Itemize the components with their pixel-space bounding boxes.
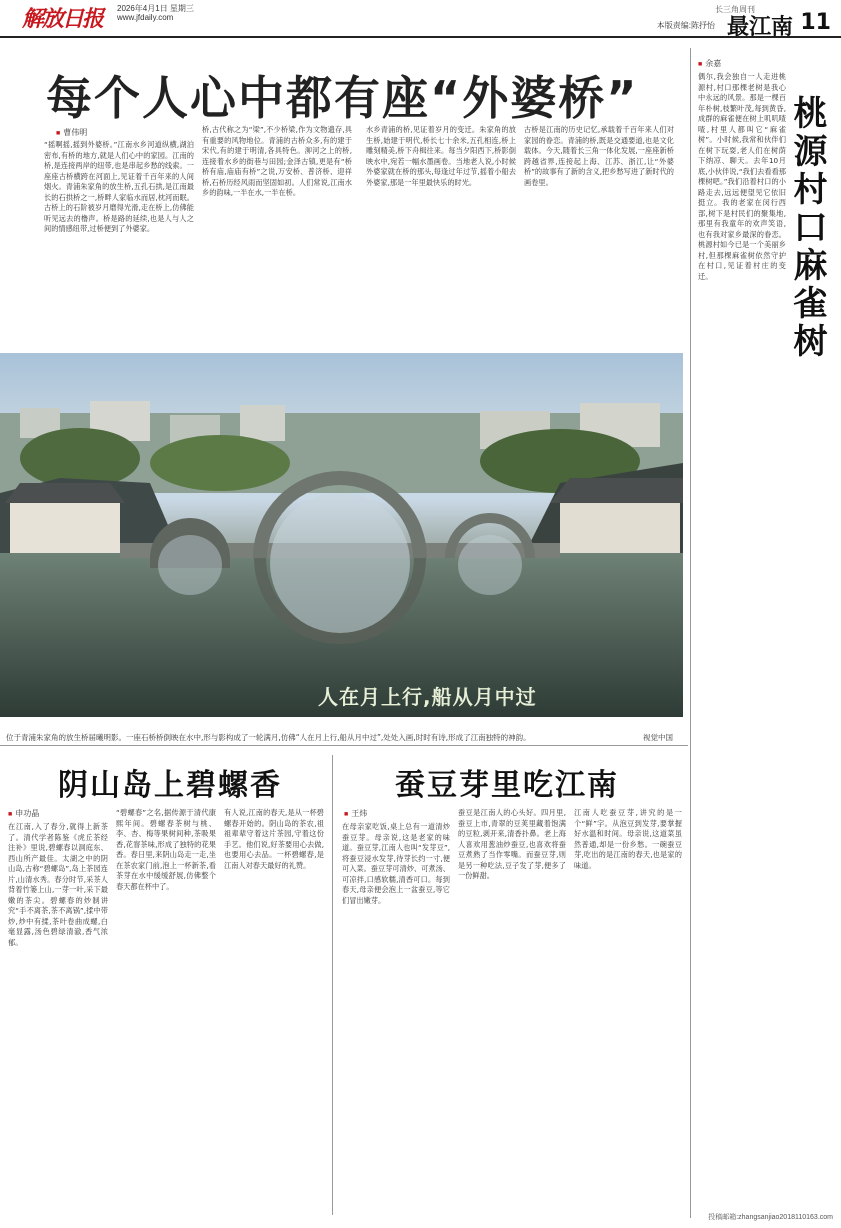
column-divider (690, 48, 691, 1218)
column-tag: 长三角周刊 (715, 5, 755, 14)
main-headline: 每个人心中都有座“外婆桥” (46, 71, 639, 125)
mid-byline: ■ 王炜 (344, 808, 367, 819)
submission-email[interactable]: 投稿邮箱:zhangsanjiao2018110163.com (708, 1214, 833, 1221)
right-byline: ■ 余嘉 (698, 58, 721, 69)
masthead (0, 0, 841, 38)
main-article-col-3: 水乡青浦的桥,见证着岁月的变迁。朱家角的放生桥,始建于明代,桥长七十余米,五孔相连,桥上雕刻精美,桥下舟楫往来。每当夕阳西下,桥影倒映水中,宛若一幅水墨画卷。当地老人说,小时候外婆家就在桥的那头,每逢过年过节,摇着小船去外婆家,那是一年里最快乐的时光。 (366, 125, 516, 187)
left-article-title: 阴山岛上碧螺香 (58, 768, 282, 803)
newspaper-logo: 解放日报 (22, 6, 103, 32)
section-name: 最江南 (726, 15, 793, 40)
section-divider (0, 745, 688, 746)
mid-article-title: 蚕豆芽里吃江南 (395, 768, 619, 803)
issue-date: 2026年4月1日 星期三 (117, 4, 194, 13)
main-byline: ■ 曹伟明 (56, 127, 87, 138)
right-article-title: 桃源村口麻雀树 (787, 95, 827, 361)
left-article-col-2: “碧螺春”之名,据传源于清代康熙年间。碧螺春茶树与桃、李、杏、梅等果树间种,茶吸果香,花窨茶味,形成了独特的花果香。春日里,来阴山岛走一走,坐在茶农家门前,泡上一杯新茶,看茶芽在水中缓缓舒展,仿佛整个春天都在杯中了。 (116, 808, 216, 891)
mid-article-col-3: 江南人吃蚕豆芽,讲究的是一个“鲜”字。从泡豆到发芽,要掌握好水温和时间。母亲说,这道菜虽然普通,却是一份乡愁。一碗蚕豆芽,吃出的是江南的春天,也是家的味道。 (574, 808, 682, 870)
photo-overlay-title: 人在月上行,船从月中过 (318, 685, 537, 709)
page-editor: 本版责编:陈抒怡 (656, 21, 715, 30)
photo-caption: 位于青浦朱家角的放生桥届曦明影。一座石桥桥倒映在水中,形与影构成了一轮满月,仿佛“人在月上行,船从月中过”,处处入画,时时有诗,形成了江南独特的神韵。 (6, 733, 531, 742)
page-number: 11 (800, 10, 831, 35)
left-article-col-1: 在江南,入了春分,就得上新茶了。清代学者陈鉴《虎丘茶经注补》里说,碧螺春以洞庭东、西山所产最佳。太湖之中的阴山岛,古称“碧螺岛”,岛上茶园连片,山清水秀。春分时节,采茶人背着竹篓上山,一芽一叶,采下最嫩的茶尖。碧螺春的炒制讲究“手不离茶,茶不离锅”,揉中带炒,炒中有揉,茶叶卷曲成螺,白毫显露,汤色碧绿清澈,香气浓郁。 (8, 822, 108, 947)
left-byline: ■ 申功晶 (8, 808, 39, 819)
right-article-text: 偶尔,我会独自一人走进桃源村,村口那棵老树是我心中永远的风景。那是一棵百年朴树,枝繁叶茂,每到黄昏,成群的麻雀便在树上叽叽喳喳,村里人都叫它“麻雀树”。小时候,我常和伙伴们在树下玩耍,老人们在树荫下纳凉、聊天。去年10月底,小伙伴说,“我们去看看那棵树吧。”我们沿着村口的小路走去,远远便望见它依旧挺立。我的老家在闵行西部,树下是村民们的聚集地,那里有我童年的欢声笑语,也有我对家乡最深的眷恋。桃源村如今已是一个美丽乡村,但那棵麻雀树依然守护在村口,见证着村庄的变迁。 (698, 72, 786, 281)
main-article-col-1: “摇啊摇,摇到外婆桥。”江南水乡河道纵横,湖泊密布,有桥的地方,就是人们心中的家园。江南的桥,是连接两岸的纽带,也是串起乡愁的线索。一座座古桥横跨在河面上,见证着千百年来的人间烟火。青浦朱家角的放生桥,五孔石拱,是江南最长的石拱桥之一,桥畔人家临水而居,枕河而眠。古桥上的石阶被岁月磨得光滑,走在桥上,仿佛能听见远去的橹声。桥是路的延续,也是人与人之间的情感纽带,过桥便到了外婆家。 (44, 140, 194, 233)
column-divider (332, 755, 333, 1215)
mid-article-col-2: 蚕豆是江南人的心头好。四月里,蚕豆上市,青翠的豆荚里藏着饱满的豆粒,剥开来,清香扑鼻。老上海人喜欢用葱油炒蚕豆,也喜欢将蚕豆煮熟了当作零嘴。而蚕豆芽,则是另一种吃法,豆子发了芽,便多了一份鲜甜。 (458, 808, 566, 880)
main-article-col-2: 桥,古代称之为“梁”,不少桥梁,作为文物遗存,具有重要的风物地位。青浦的古桥众多,有的建于宋代,有的建于明清,各具特色。泖河之上的桥,连接着水乡的街巷与田园;金泽古镇,更是有“桥桥有庙,庙庙有桥”之说,万安桥、普济桥、迎祥桥,石桥历经风雨而坚固如初。人们常说,江南水乡的韵味,一半在水,一半在桥。 (202, 125, 352, 197)
main-article-col-4: 古桥是江南的历史记忆,承载着千百年来人们对家园的眷恋。青浦的桥,既是交通要道,也是文化载体。今天,随着长三角一体化发展,一座座新桥跨越省界,连接起上海、江苏、浙江,让“外婆桥”的故事有了新的含义,把乡愁写进了新时代的画卷里。 (524, 125, 674, 187)
bridge-photo (0, 353, 683, 717)
photo-credit: 视觉中国 (643, 733, 673, 742)
left-article-col-3: 有人说,江南的春天,是从一杯碧螺春开始的。阴山岛的茶农,祖祖辈辈守着这片茶园,守着这份手艺。他们说,好茶要用心去做,也要用心去品。一杯碧螺春,是江南人对春天最好的礼赞。 (224, 808, 324, 870)
mid-article-col-1: 在母亲家吃饭,桌上总有一道清炒蚕豆芽。母亲说,这是老家的味道。蚕豆芽,江南人也叫“发芽豆”,将蚕豆浸水发芽,待芽长约一寸,便可入菜。蚕豆芽可清炒、可煮汤、可凉拌,口感软糯,清香可口。每到春天,母亲便会泡上一盆蚕豆,等它们冒出嫩芽。 (342, 822, 450, 905)
site-url[interactable]: www.jfdaily.com (117, 13, 174, 22)
